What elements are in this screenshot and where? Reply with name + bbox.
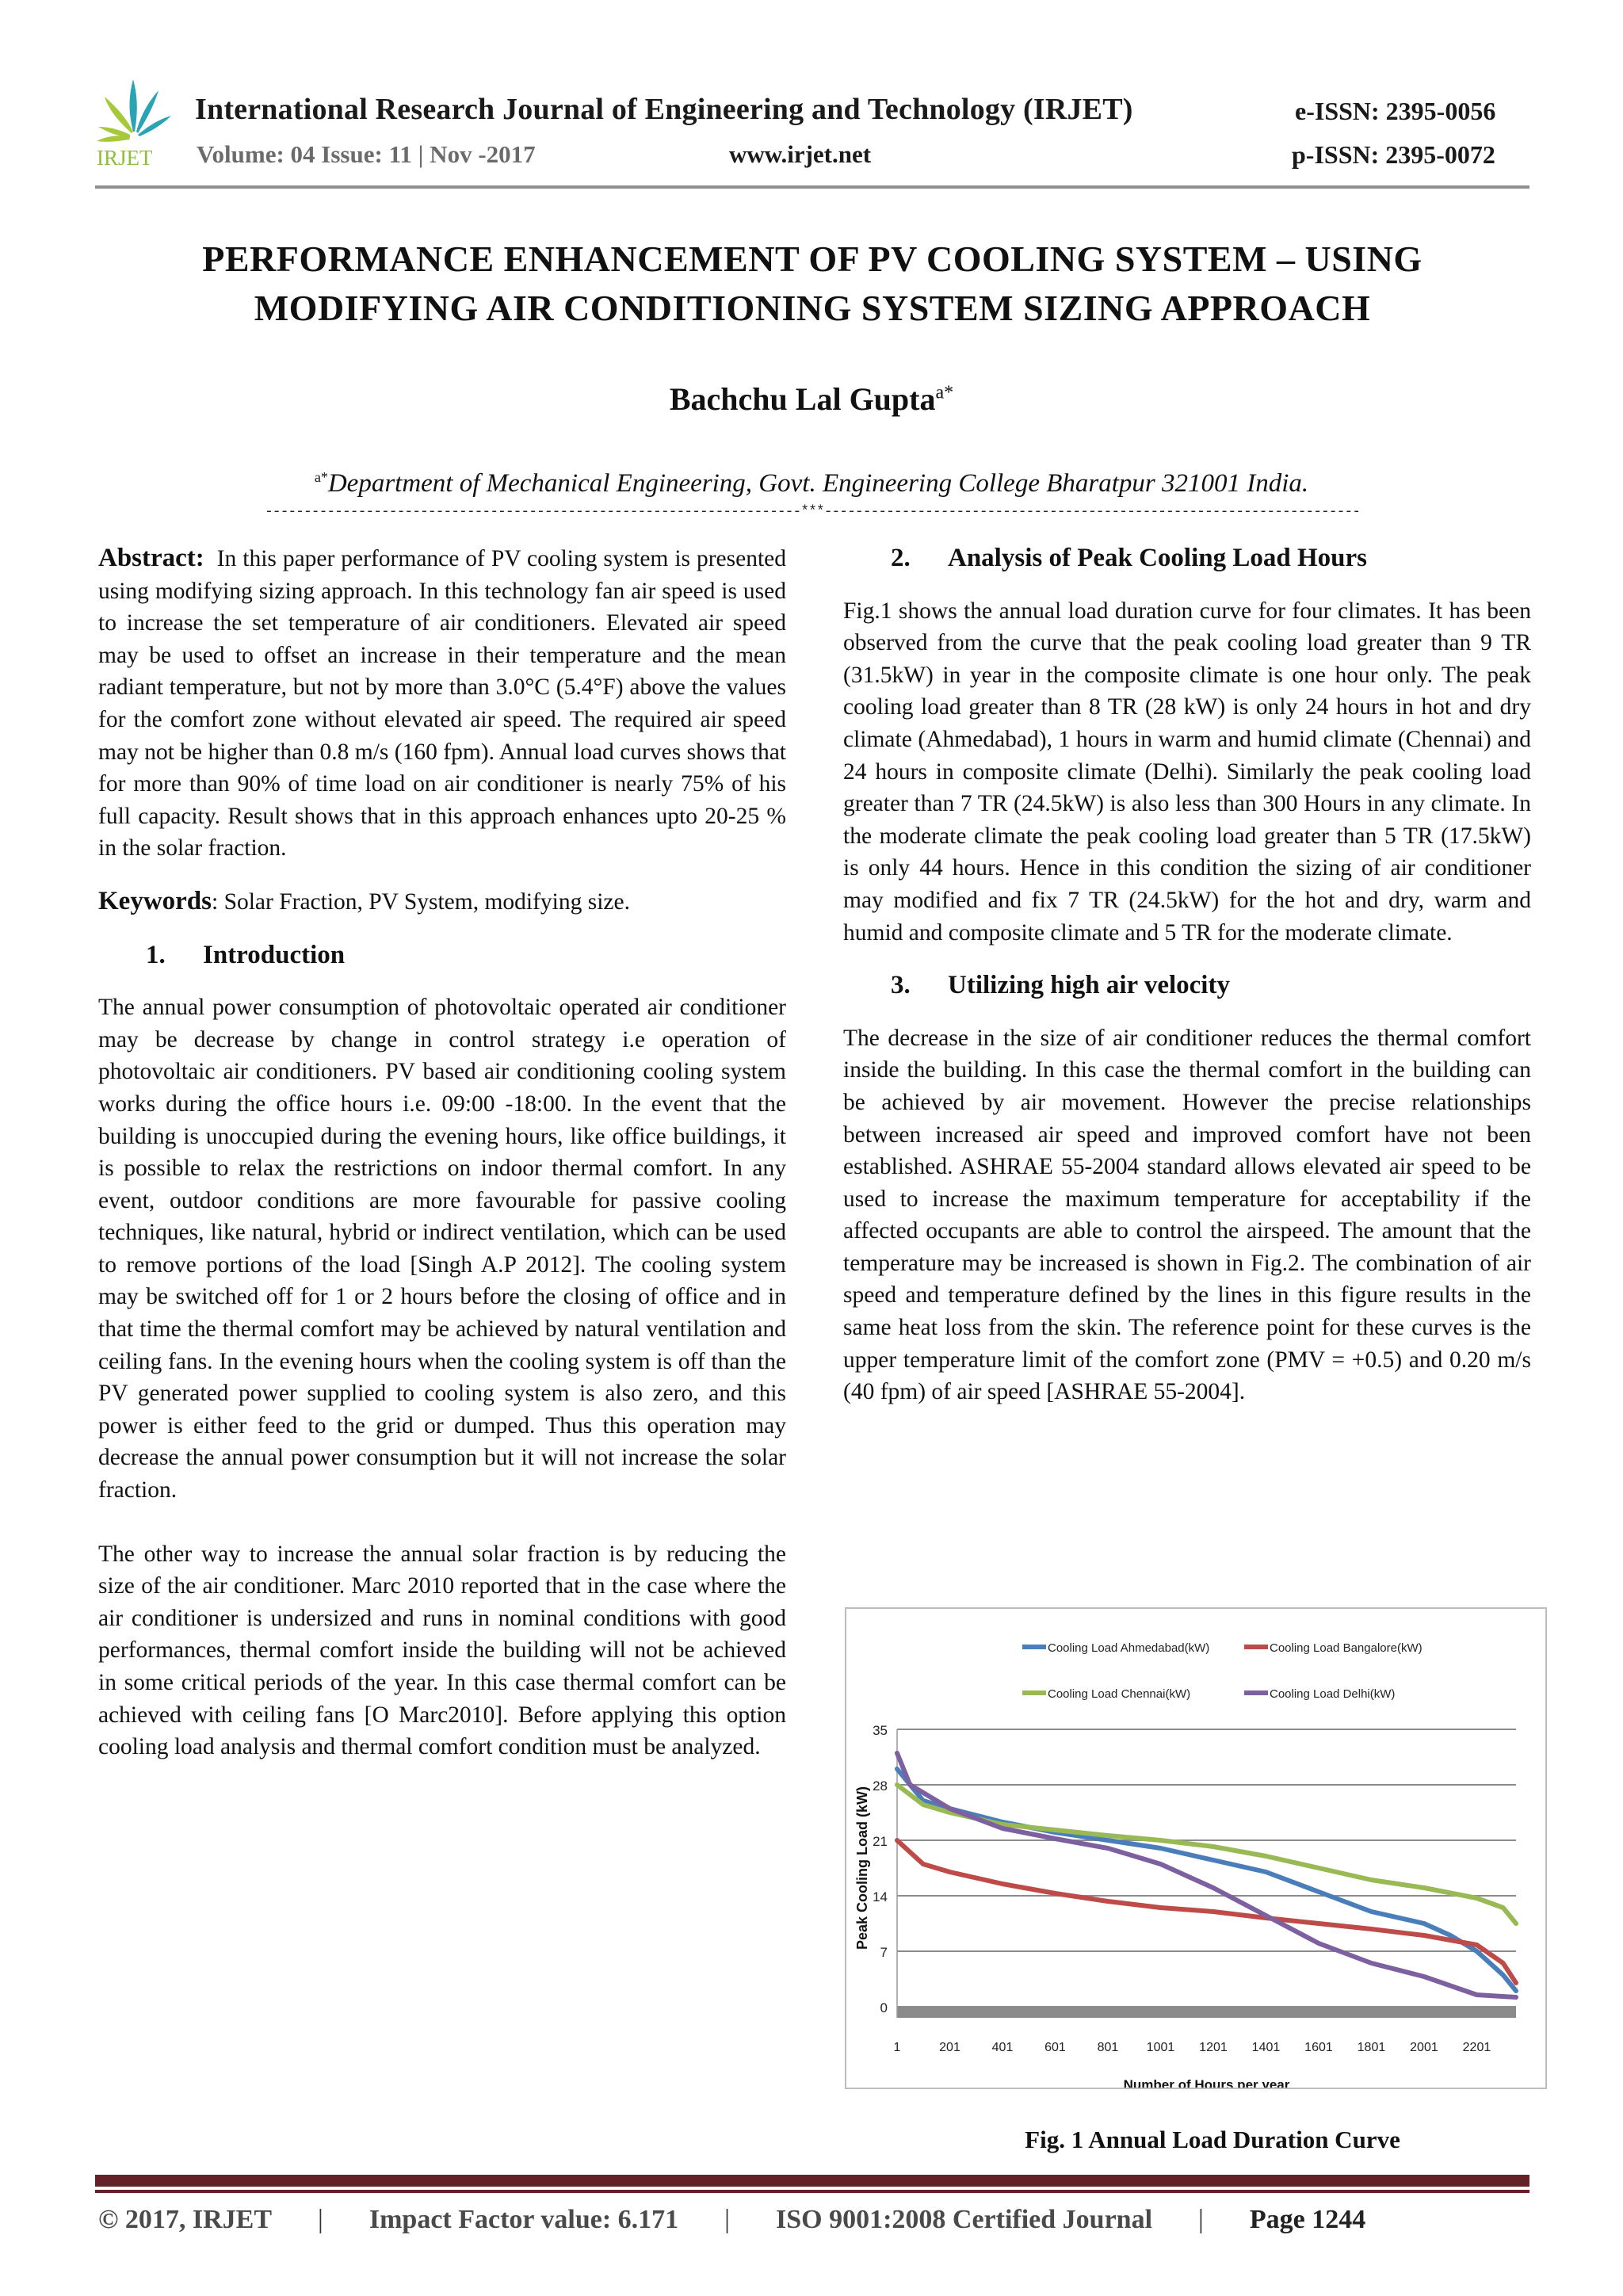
section-number: 1. xyxy=(146,940,166,969)
x-axis-label: Number of Hours per year xyxy=(1123,2077,1290,2088)
series-line xyxy=(897,1753,1516,1997)
page-footer xyxy=(98,2205,1525,2235)
section-title: Introduction xyxy=(203,940,346,969)
irjet-logo xyxy=(94,73,176,168)
affiliation xyxy=(0,469,1623,499)
x-tick-label: 1001 xyxy=(1146,2041,1175,2054)
x-tick-label: 1 xyxy=(893,2041,901,2054)
keywords-text: : Solar Fraction, PV System, modifying size. xyxy=(212,888,630,915)
section-separator: ---------------------------------------------------------------------***--------------------------------------------------------------------- xyxy=(264,504,1361,520)
left-column xyxy=(98,542,786,1763)
journal-website-link[interactable]: www.irjet.net xyxy=(729,140,872,168)
x-tick-label: 1401 xyxy=(1251,2041,1281,2054)
volume-issue: Volume: 04 Issue: 11 | Nov -2017 xyxy=(197,140,536,168)
abstract-label: Abstract: xyxy=(98,544,204,572)
y-tick-label: 35 xyxy=(873,1723,888,1738)
x-tick-label: 201 xyxy=(939,2041,960,2054)
p-issn: p-ISSN: 2395-0072 xyxy=(1292,140,1495,169)
keywords-label: Keywords xyxy=(98,886,212,915)
legend-label: Cooling Load Chennai(kW) xyxy=(1048,1687,1191,1701)
paragraph: The annual power consumption of photovoltaic operated air conditioner may be decrease by change in control strategy i.e operation of photovoltaic air conditioners. PV based air conditioning cooling system works during the office hours i.e. 09:00 -18:00. In the event that the building is unoccupied during the evening hours, like office buildings, it is possible to relax the restrictions on indoor thermal comfort. In any event, outdoor conditions are more favourable for passive cooling techniques, like natural, hybrid or indirect ventilation, which can be used to remove portions of the load [Singh A.P 2012]. The cooling system may be switched off for 1 or 2 hours before the closing of office and in that time the thermal comfort may be achieved by natural ventilation and ceiling fans. In the evening hours when the cooling system is off than the PV generated power supplied to cooling system is also zero, and this power is either feed to the grid or dumped. Thus this operation may decrease the annual power consumption but it will not increase the solar fraction. xyxy=(98,995,786,1503)
legend-label: Cooling Load Bangalore(kW) xyxy=(1270,1641,1423,1655)
y-tick-label: 28 xyxy=(873,1778,888,1794)
logo-leaves-icon xyxy=(94,73,176,168)
footer-divider: | xyxy=(1198,2205,1204,2234)
impact-factor: Impact Factor value: 6.171 xyxy=(369,2205,679,2234)
x-tick-label: 601 xyxy=(1044,2041,1066,2054)
section-number: 3. xyxy=(891,971,911,1000)
figure-caption: Fig. 1 Annual Load Duration Curve xyxy=(1025,2126,1400,2153)
keywords xyxy=(98,885,786,919)
y-axis-label: Peak Cooling Load (kW) xyxy=(854,1786,870,1950)
abstract xyxy=(98,542,786,865)
affiliation-text: Department of Mechanical Engineering, Govt. Engineering College Bharatpur 321001 India. xyxy=(327,469,1309,498)
line-chart xyxy=(846,1609,1545,2088)
footer-bar-thin xyxy=(95,2190,1529,2193)
figure-load-duration-chart xyxy=(845,1607,1547,2089)
footer-divider: | xyxy=(318,2205,323,2234)
abstract-text: In this paper performance of PV cooling system is presented using modifying sizing approach. In this technology fan air speed is used to increase the set temperature of air conditioners. Elevated air speed may be used to offset an increase in their temperature and the mean radiant temperature, but not by more than 3.0°C (5.4°F) above the values for the comfort zone without elevated air speed. The required air speed may not be higher than 0.8 m/s (160 fpm). Annual load curves shows that for more than 90% of time load on air conditioner is nearly 75% of his full capacity. Result shows that in this approach enhances upto 20-25 % in the solar fraction. xyxy=(98,546,786,861)
paragraph: The decrease in the size of air conditioner reduces the thermal comfort inside the building. In this case the thermal comfort in the building can be achieved by air movement. However the precise relationships between increased air speed and improved comfort have not been established. ASHRAE 55-2004 standard allows elevated air speed to be used to increase the maximum temperature for acceptability if the affected occupants are able to control the airspeed. The amount that the temperature may be increased is shown in Fig.2. The combination of air speed and temperature defined by the lines in this figure results in the same heat loss from the skin. The reference point for these curves is the upper temperature limit of the comfort zone (PMV = +0.5) and 0.20 m/s (40 fpm) of air speed [ASHRAE 55-2004]. xyxy=(843,1025,1531,1405)
right-column xyxy=(843,542,1531,1408)
x-tick-label: 401 xyxy=(991,2041,1014,2054)
legend-label: Cooling Load Delhi(kW) xyxy=(1270,1687,1396,1701)
header-divider xyxy=(95,185,1529,189)
paper-title-line-1: PERFORMANCE ENHANCEMENT OF PV COOLING SYSTEM – USING xyxy=(202,239,1423,279)
section-heading-air-velocity xyxy=(843,969,1531,1002)
author-superscript: a* xyxy=(935,382,954,403)
series-line xyxy=(897,1785,1516,1924)
x-tick-label: 2001 xyxy=(1410,2041,1438,2054)
paper-title-line-2: MODIFYING AIR CONDITIONING SYSTEM SIZING APPROACH xyxy=(254,288,1371,328)
section-title: Analysis of Peak Cooling Load Hours xyxy=(948,544,1367,572)
e-issn: e-ISSN: 2395-0056 xyxy=(1295,97,1496,125)
footer-bar xyxy=(95,2175,1529,2187)
author-name xyxy=(0,380,1623,418)
paragraph: Fig.1 shows the annual load duration curve for four climates. It has been observed from the curve that the peak cooling load greater than 9 TR (31.5kW) in year in the composite climate is one hour only. The peak cooling load greater than 8 TR (28 kW) is only 24 hours in hot and dry climate (Ahmedabad), 1 hours in warm and humid climate (Chennai) and 24 hours in composite climate (Delhi). Similarly the peak cooling load greater than 7 TR (24.5kW) is also less than 300 Hours in any climate. In the moderate climate the peak cooling load greater than 5 TR (17.5kW) is only 44 hours. Hence in this condition the sizing of air conditioner may modified and fix 7 TR (24.5kW) for the hot and dry, warm and humid and composite climate and 5 TR for the moderate climate. xyxy=(843,598,1531,946)
y-tick-label: 7 xyxy=(880,1945,888,1960)
svg-text:IRJET: IRJET xyxy=(97,146,153,168)
journal-name: International Research Journal of Engineering and Technology (IRJET) xyxy=(195,93,1133,126)
x-axis-band xyxy=(897,2007,1516,2018)
legend-label: Cooling Load Ahmedabad(kW) xyxy=(1048,1641,1210,1655)
y-tick-label: 0 xyxy=(880,2000,888,2015)
copyright: © 2017, IRJET xyxy=(98,2205,273,2234)
x-tick-label: 1201 xyxy=(1199,2041,1228,2054)
author-text: Bachchu Lal Gupta xyxy=(669,381,936,417)
y-tick-label: 21 xyxy=(873,1834,888,1849)
y-tick-label: 14 xyxy=(873,1889,888,1904)
paragraph: The other way to increase the annual solar fraction is by reducing the size of the air conditioner. Marc 2010 reported that in the case where the air conditioner is undersized and runs in nominal conditions with good performances, thermal comfort inside the building will not be achieved in some critical periods of the year. In this case thermal comfort can be achieved with ceiling fans [O Marc2010]. Before applying this option cooling load analysis and thermal comfort condition must be analyzed. xyxy=(98,1541,786,1760)
series-line xyxy=(897,1840,1516,1983)
page-number: Page 1244 xyxy=(1249,2205,1366,2234)
iso-certification: ISO 9001:2008 Certified Journal xyxy=(775,2205,1153,2234)
x-tick-label: 1801 xyxy=(1357,2041,1386,2054)
section-heading-peak-cooling xyxy=(843,542,1531,575)
x-tick-label: 1601 xyxy=(1304,2041,1333,2054)
section-number: 2. xyxy=(891,544,911,572)
affiliation-superscript: a* xyxy=(314,469,328,485)
x-tick-label: 2201 xyxy=(1462,2041,1491,2054)
x-tick-label: 801 xyxy=(1097,2041,1119,2054)
footer-divider: | xyxy=(724,2205,730,2234)
section-title: Utilizing high air velocity xyxy=(948,971,1230,1000)
section-heading-introduction xyxy=(98,939,786,972)
